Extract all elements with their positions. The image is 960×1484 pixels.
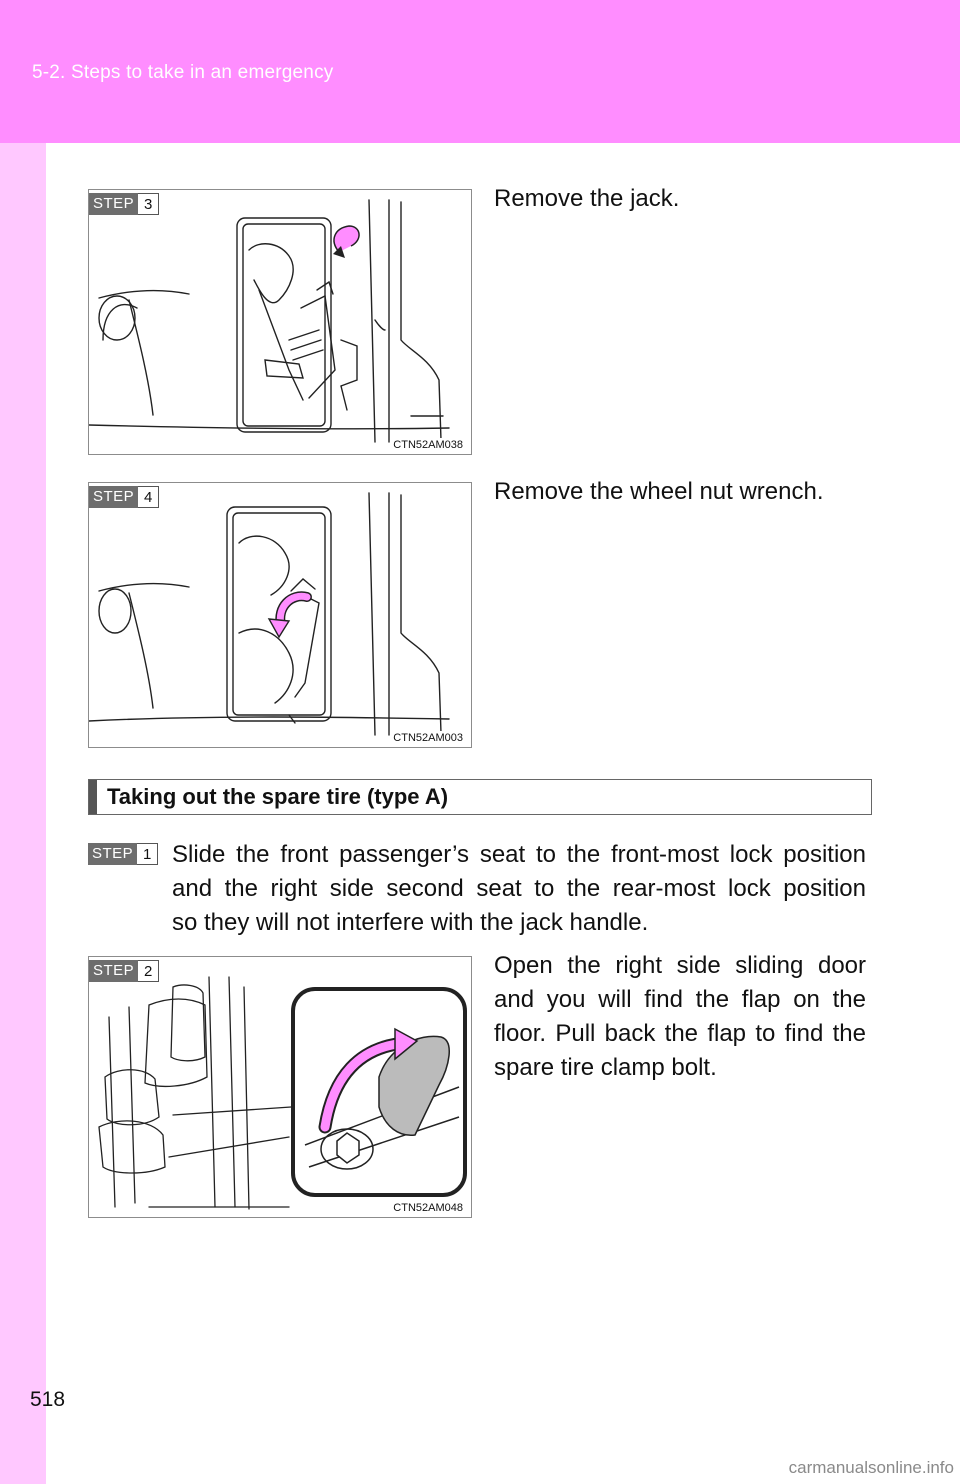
step1-text: Slide the front passenger’s seat to the front-most lock position and the right side second seat to the rear-most lock position so they will not interfere with the jack handle. [172, 841, 866, 936]
figure-code: CTN52AM038 [393, 439, 463, 451]
chapter-title: 5-2. Steps to take in an emergency [32, 62, 334, 83]
page-header [0, 0, 960, 143]
figure-remove-jack [88, 189, 472, 455]
step-badge: STEP 1 [88, 843, 158, 865]
step4-text: Remove the wheel nut wrench. [494, 478, 824, 505]
step2-text: Open the right side sliding door and you will find the flap on the floor. Pull back the flap to find the spare tire clamp bolt. [494, 952, 866, 1081]
step-badge: STEP 3 [89, 193, 159, 215]
step-badge: STEP 2 [89, 960, 159, 982]
figure-remove-wrench [88, 482, 472, 748]
rotate-arrow-icon [334, 226, 359, 252]
watermark: carmanualsonline.info [788, 1458, 954, 1477]
section-title: Taking out the spare tire (type A) [107, 784, 449, 809]
figure-code: CTN52AM048 [393, 1202, 463, 1214]
wrench-illustration [89, 483, 472, 748]
figure-code: CTN52AM003 [393, 732, 463, 744]
section-header [88, 779, 872, 815]
page-number: 518 [30, 1388, 66, 1411]
step3-text: Remove the jack. [494, 185, 680, 212]
flap-illustration [89, 957, 472, 1218]
jack-illustration [89, 190, 472, 455]
side-band [0, 143, 46, 1484]
figure-flap [88, 956, 472, 1218]
step-badge: STEP 4 [89, 486, 159, 508]
